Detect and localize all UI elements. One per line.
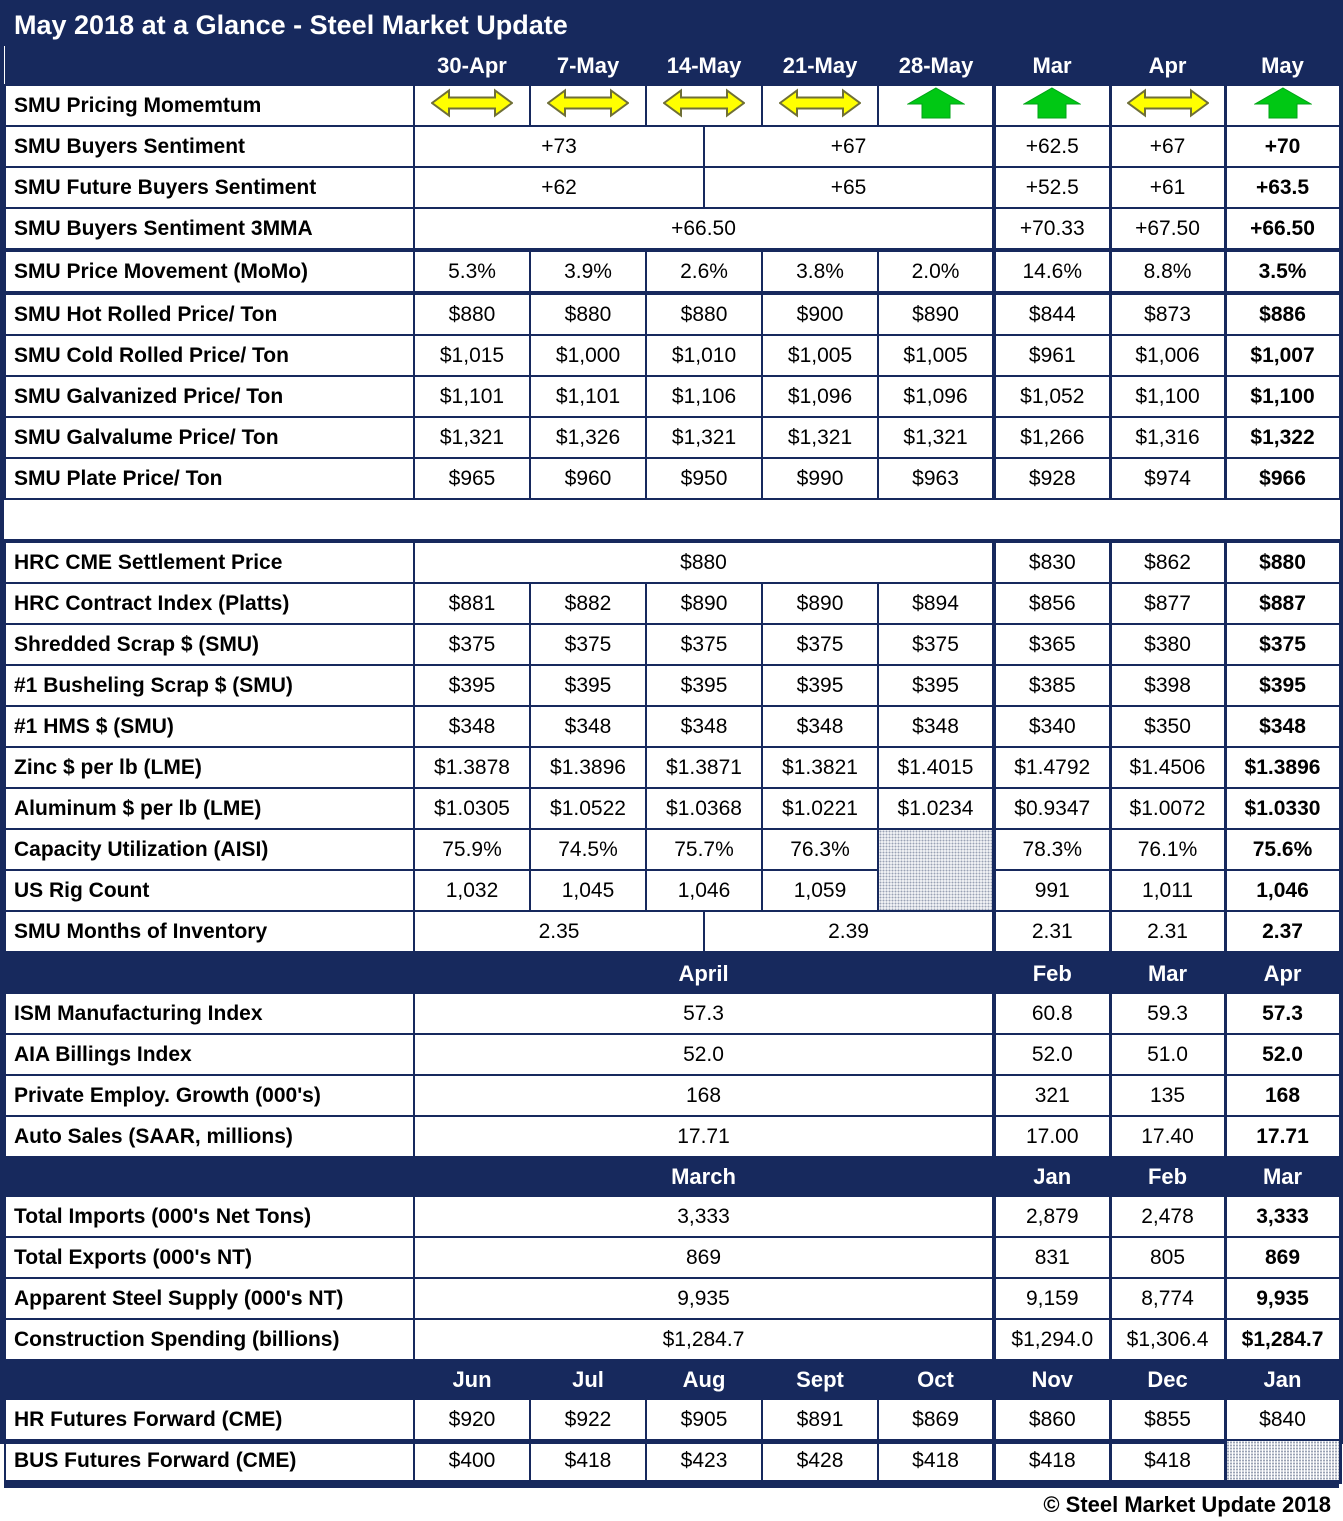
value-cell: 60.8 [994, 993, 1110, 1034]
row-label [5, 1157, 414, 1196]
value-cell: $890 [646, 583, 762, 624]
table-row [5, 665, 1340, 706]
value-cell: +70.33 [994, 208, 1110, 250]
value-cell: $1.3878 [414, 747, 530, 788]
value-cell: $960 [530, 458, 646, 499]
up-arrow-icon [1023, 87, 1081, 119]
value-cell: $1,096 [878, 376, 994, 417]
value-cell: 9,935 [1225, 1278, 1340, 1319]
table-row [5, 583, 1340, 624]
value-cell: $891 [762, 1399, 878, 1440]
value-cell: $395 [646, 665, 762, 706]
table-row [5, 1360, 1340, 1399]
value-cell: $880 [1225, 541, 1340, 583]
table-row [5, 993, 1340, 1034]
value-cell: 3,333 [414, 1196, 994, 1237]
value-cell: 17.40 [1110, 1116, 1225, 1157]
momentum-cell [646, 85, 762, 126]
row-label: US Rig Count [5, 870, 414, 911]
row-label: SMU Pricing Momemtum [5, 85, 414, 126]
value-cell: 1,046 [646, 870, 762, 911]
value-cell: $1.0072 [1110, 788, 1225, 829]
value-cell: $1,284.7 [1225, 1319, 1340, 1360]
value-cell: 168 [414, 1075, 994, 1116]
value-cell: 74.5% [530, 829, 646, 870]
value-cell: $1,100 [1225, 376, 1340, 417]
row-label: SMU Months of Inventory [5, 911, 414, 953]
column-header: 28-May [878, 47, 994, 86]
value-cell: $974 [1110, 458, 1225, 499]
value-cell: $0.9347 [994, 788, 1110, 829]
value-cell: $1,006 [1110, 335, 1225, 376]
value-cell: $990 [762, 458, 878, 499]
value-cell: 2.37 [1225, 911, 1340, 953]
row-label [5, 953, 414, 993]
value-cell: $1.3896 [530, 747, 646, 788]
row-label: ISM Manufacturing Index [5, 993, 414, 1034]
value-cell: Mar [1110, 953, 1225, 993]
value-cell: 5.3% [414, 250, 530, 293]
table-row [5, 1319, 1340, 1360]
value-cell: $1,000 [530, 335, 646, 376]
value-cell: 831 [994, 1237, 1110, 1278]
value-cell: Oct [878, 1360, 994, 1399]
value-cell: $1,321 [646, 417, 762, 458]
value-cell: $428 [762, 1440, 878, 1482]
value-cell: 2.31 [1110, 911, 1225, 953]
value-cell: 57.3 [414, 993, 994, 1034]
table-row [5, 1237, 1340, 1278]
value-cell: $375 [1225, 624, 1340, 665]
value-cell: $418 [530, 1440, 646, 1482]
value-cell: $1,005 [878, 335, 994, 376]
table-row [5, 250, 1340, 293]
value-cell: Dec [1110, 1360, 1225, 1399]
value-cell: $1.0221 [762, 788, 878, 829]
row-label: Total Imports (000's Net Tons) [5, 1196, 414, 1237]
value-cell: $900 [762, 293, 878, 335]
value-cell: $890 [878, 293, 994, 335]
value-cell: $830 [994, 541, 1110, 583]
value-cell: $844 [994, 293, 1110, 335]
value-cell: 52.0 [994, 1034, 1110, 1075]
value-cell: 59.3 [1110, 993, 1225, 1034]
momentum-cell [994, 85, 1110, 126]
value-cell: 78.3% [994, 829, 1110, 870]
value-cell: $365 [994, 624, 1110, 665]
value-cell: $881 [414, 583, 530, 624]
table-row [5, 208, 1340, 250]
value-cell: $887 [1225, 583, 1340, 624]
value-cell: $1,100 [1110, 376, 1225, 417]
table-row [5, 335, 1340, 376]
value-cell: $855 [1110, 1399, 1225, 1440]
row-label: Shredded Scrap $ (SMU) [5, 624, 414, 665]
row-label: BUS Futures Forward (CME) [5, 1440, 414, 1482]
value-cell: 2.39 [704, 911, 994, 953]
table-row [5, 541, 1340, 583]
momentum-cell [1225, 85, 1340, 126]
value-cell: $1,294.0 [994, 1319, 1110, 1360]
row-label [5, 1360, 414, 1399]
column-header: 21-May [762, 47, 878, 86]
table-row [5, 1399, 1340, 1440]
value-cell: +66.50 [1225, 208, 1340, 250]
value-cell: $395 [530, 665, 646, 706]
value-cell: $395 [878, 665, 994, 706]
value-cell: $1,306.4 [1110, 1319, 1225, 1360]
value-cell: $1,052 [994, 376, 1110, 417]
value-cell: $840 [1225, 1399, 1340, 1440]
value-cell: 1,032 [414, 870, 530, 911]
table-row [5, 1440, 1340, 1482]
value-cell: $1.3871 [646, 747, 762, 788]
value-cell: $862 [1110, 541, 1225, 583]
value-cell: 2.0% [878, 250, 994, 293]
value-cell: $860 [994, 1399, 1110, 1440]
value-cell: +61 [1110, 167, 1225, 208]
value-cell: +65 [704, 167, 994, 208]
row-label: SMU Galvalume Price/ Ton [5, 417, 414, 458]
value-cell: $1,316 [1110, 417, 1225, 458]
value-cell: $1.0330 [1225, 788, 1340, 829]
value-cell: $1,096 [762, 376, 878, 417]
value-cell: 9,935 [414, 1278, 994, 1319]
row-label: #1 HMS $ (SMU) [5, 706, 414, 747]
value-cell: Feb [994, 953, 1110, 993]
value-cell: $966 [1225, 458, 1340, 499]
value-cell: $1,005 [762, 335, 878, 376]
value-cell: $1,101 [530, 376, 646, 417]
value-cell: $1,106 [646, 376, 762, 417]
value-cell: 321 [994, 1075, 1110, 1116]
value-cell: 1,059 [762, 870, 878, 911]
value-cell: $1.3896 [1225, 747, 1340, 788]
value-cell: +62.5 [994, 126, 1110, 167]
value-cell: 869 [414, 1237, 994, 1278]
up-arrow-icon [907, 87, 965, 119]
row-label: SMU Galvanized Price/ Ton [5, 376, 414, 417]
table-row [5, 1075, 1340, 1116]
table-row [5, 85, 1340, 126]
value-cell: $920 [414, 1399, 530, 1440]
row-label: AIA Billings Index [5, 1034, 414, 1075]
momentum-cell [414, 85, 530, 126]
row-label: SMU Plate Price/ Ton [5, 458, 414, 499]
table-row [5, 624, 1340, 665]
value-cell: 2.6% [646, 250, 762, 293]
value-cell: 1,045 [530, 870, 646, 911]
row-label: Apparent Steel Supply (000's NT) [5, 1278, 414, 1319]
row-label: #1 Busheling Scrap $ (SMU) [5, 665, 414, 706]
value-cell: $375 [762, 624, 878, 665]
value-cell: Jul [530, 1360, 646, 1399]
value-cell: $375 [878, 624, 994, 665]
value-cell: $348 [762, 706, 878, 747]
value-cell: $1,101 [414, 376, 530, 417]
value-cell: $961 [994, 335, 1110, 376]
value-cell: 3.9% [530, 250, 646, 293]
value-cell: $1.0522 [530, 788, 646, 829]
table-row [5, 706, 1340, 747]
value-cell: 76.3% [762, 829, 878, 870]
value-cell: $348 [414, 706, 530, 747]
value-cell: $880 [530, 293, 646, 335]
table-row [5, 788, 1340, 829]
table-row [5, 1116, 1340, 1157]
value-cell: 51.0 [1110, 1034, 1225, 1075]
value-cell: 2.31 [994, 911, 1110, 953]
value-cell: 135 [1110, 1075, 1225, 1116]
row-label: HRC Contract Index (Platts) [5, 583, 414, 624]
row-label: SMU Price Movement (MoMo) [5, 250, 414, 293]
column-header: Mar [994, 47, 1110, 86]
value-cell: 57.3 [1225, 993, 1340, 1034]
row-label: Capacity Utilization (AISI) [5, 829, 414, 870]
value-cell: 2.35 [414, 911, 704, 953]
row-label: SMU Cold Rolled Price/ Ton [5, 335, 414, 376]
momentum-cell [762, 85, 878, 126]
double-arrow-icon [1127, 88, 1209, 118]
value-cell: Sept [762, 1360, 878, 1399]
value-cell: $856 [994, 583, 1110, 624]
value-cell: $965 [414, 458, 530, 499]
column-header: May [1225, 47, 1340, 86]
value-cell: 3.5% [1225, 250, 1340, 293]
double-arrow-icon [431, 88, 513, 118]
column-header: 7-May [530, 47, 646, 86]
value-cell: $890 [762, 583, 878, 624]
value-cell: 52.0 [414, 1034, 994, 1075]
value-cell: $375 [530, 624, 646, 665]
double-arrow-icon [779, 88, 861, 118]
value-cell: 805 [1110, 1237, 1225, 1278]
value-cell: $348 [1225, 706, 1340, 747]
row-label: SMU Buyers Sentiment [5, 126, 414, 167]
table-row [5, 167, 1340, 208]
momentum-cell [1110, 85, 1225, 126]
double-arrow-icon [547, 88, 629, 118]
value-cell: $1.4015 [878, 747, 994, 788]
value-cell: $395 [414, 665, 530, 706]
value-cell: $340 [994, 706, 1110, 747]
table-row [5, 126, 1340, 167]
value-cell: $877 [1110, 583, 1225, 624]
steel-market-table [4, 46, 1342, 1484]
value-cell: $348 [646, 706, 762, 747]
value-cell: $348 [878, 706, 994, 747]
column-header: 30-Apr [414, 47, 530, 86]
double-arrow-icon [663, 88, 745, 118]
value-cell: 76.1% [1110, 829, 1225, 870]
row-label: SMU Buyers Sentiment 3MMA [5, 208, 414, 250]
value-cell: $395 [1225, 665, 1340, 706]
row-label: Total Exports (000's NT) [5, 1237, 414, 1278]
value-cell: 52.0 [1225, 1034, 1340, 1075]
value-cell: +66.50 [414, 208, 994, 250]
value-cell: 14.6% [994, 250, 1110, 293]
value-cell: $1.4792 [994, 747, 1110, 788]
value-cell: $423 [646, 1440, 762, 1482]
value-cell: $922 [530, 1399, 646, 1440]
table-row [5, 1278, 1340, 1319]
value-cell: 1,046 [1225, 870, 1340, 911]
value-cell: +52.5 [994, 167, 1110, 208]
value-cell: $882 [530, 583, 646, 624]
row-label: HR Futures Forward (CME) [5, 1399, 414, 1440]
table-row [5, 417, 1340, 458]
value-cell: $1.0305 [414, 788, 530, 829]
value-cell: 75.9% [414, 829, 530, 870]
value-cell: $894 [878, 583, 994, 624]
value-cell: Jun [414, 1360, 530, 1399]
value-cell: 991 [994, 870, 1110, 911]
value-cell: $380 [1110, 624, 1225, 665]
value-cell: $1,266 [994, 417, 1110, 458]
table-row [5, 911, 1340, 953]
table-row [5, 1034, 1340, 1075]
table-row [5, 499, 1340, 541]
value-cell: Aug [646, 1360, 762, 1399]
value-cell: 2,879 [994, 1196, 1110, 1237]
value-cell: Jan [994, 1157, 1110, 1196]
value-cell: $1,284.7 [414, 1319, 994, 1360]
value-cell: $385 [994, 665, 1110, 706]
value-cell: 8.8% [1110, 250, 1225, 293]
value-cell: $1,321 [414, 417, 530, 458]
value-cell: $350 [1110, 706, 1225, 747]
row-label: HRC CME Settlement Price [5, 541, 414, 583]
value-cell: $950 [646, 458, 762, 499]
value-cell: 3,333 [1225, 1196, 1340, 1237]
value-cell: March [414, 1157, 994, 1196]
table-row [5, 293, 1340, 335]
no-data-hatch-cell [1225, 1440, 1340, 1482]
value-cell: 17.71 [1225, 1116, 1340, 1157]
value-cell: $963 [878, 458, 994, 499]
value-cell: 8,774 [1110, 1278, 1225, 1319]
page-title: May 2018 at a Glance - Steel Market Update [4, 4, 1339, 46]
spacer-row-cell [5, 499, 1340, 541]
value-cell: $418 [878, 1440, 994, 1482]
row-label: Aluminum $ per lb (LME) [5, 788, 414, 829]
value-cell: 1,011 [1110, 870, 1225, 911]
value-cell: $418 [994, 1440, 1110, 1482]
value-cell: 9,159 [994, 1278, 1110, 1319]
row-label: Construction Spending (billions) [5, 1319, 414, 1360]
up-arrow-icon [1254, 87, 1312, 119]
value-cell: $880 [646, 293, 762, 335]
value-cell: $1,322 [1225, 417, 1340, 458]
value-cell: $375 [414, 624, 530, 665]
table-row [5, 1196, 1340, 1237]
value-cell: $375 [646, 624, 762, 665]
value-cell: $400 [414, 1440, 530, 1482]
value-cell: +63.5 [1225, 167, 1340, 208]
value-cell: April [414, 953, 994, 993]
value-cell: 168 [1225, 1075, 1340, 1116]
table-row [5, 829, 1340, 870]
column-header: 14-May [646, 47, 762, 86]
value-cell: $880 [414, 293, 530, 335]
value-cell: Jan [1225, 1360, 1340, 1399]
value-cell: 2,478 [1110, 1196, 1225, 1237]
value-cell: $886 [1225, 293, 1340, 335]
value-cell: $1,015 [414, 335, 530, 376]
value-cell: $1.4506 [1110, 747, 1225, 788]
row-label: Private Employ. Growth (000's) [5, 1075, 414, 1116]
column-header-row [5, 47, 1340, 86]
momentum-cell [878, 85, 994, 126]
value-cell: Apr [1225, 953, 1340, 993]
column-header: Apr [1110, 47, 1225, 86]
value-cell: 75.7% [646, 829, 762, 870]
no-data-hatch-cell [878, 829, 994, 911]
value-cell: 17.00 [994, 1116, 1110, 1157]
value-cell: +67 [1110, 126, 1225, 167]
value-cell: $1,007 [1225, 335, 1340, 376]
value-cell: $1.0368 [646, 788, 762, 829]
value-cell: $1.0234 [878, 788, 994, 829]
value-cell: $880 [414, 541, 994, 583]
value-cell: $869 [878, 1399, 994, 1440]
value-cell: +73 [414, 126, 704, 167]
column-header-spacer [5, 47, 414, 86]
value-cell: 869 [1225, 1237, 1340, 1278]
value-cell: Nov [994, 1360, 1110, 1399]
value-cell: $1,326 [530, 417, 646, 458]
row-label: SMU Future Buyers Sentiment [5, 167, 414, 208]
row-label: Zinc $ per lb (LME) [5, 747, 414, 788]
table-row [5, 747, 1340, 788]
value-cell: $348 [530, 706, 646, 747]
table-row [5, 870, 1340, 911]
value-cell: $928 [994, 458, 1110, 499]
value-cell: $395 [762, 665, 878, 706]
table-row [5, 1157, 1340, 1196]
value-cell: +62 [414, 167, 704, 208]
value-cell: $873 [1110, 293, 1225, 335]
table-row [5, 458, 1340, 499]
value-cell: $1,321 [878, 417, 994, 458]
value-cell: $1.3821 [762, 747, 878, 788]
value-cell: Mar [1225, 1157, 1340, 1196]
value-cell: +67.50 [1110, 208, 1225, 250]
table-row [5, 953, 1340, 993]
value-cell: 17.71 [414, 1116, 994, 1157]
value-cell: $905 [646, 1399, 762, 1440]
value-cell: 3.8% [762, 250, 878, 293]
value-cell: $1,010 [646, 335, 762, 376]
value-cell: $398 [1110, 665, 1225, 706]
value-cell: 75.6% [1225, 829, 1340, 870]
row-label: SMU Hot Rolled Price/ Ton [5, 293, 414, 335]
table-row [5, 376, 1340, 417]
copyright-footer: © Steel Market Update 2018 [4, 1484, 1339, 1521]
row-label: Auto Sales (SAAR, millions) [5, 1116, 414, 1157]
value-cell: $1,321 [762, 417, 878, 458]
value-cell: +67 [704, 126, 994, 167]
value-cell: $418 [1110, 1440, 1225, 1482]
value-cell: +70 [1225, 126, 1340, 167]
momentum-cell [530, 85, 646, 126]
value-cell: Feb [1110, 1157, 1225, 1196]
